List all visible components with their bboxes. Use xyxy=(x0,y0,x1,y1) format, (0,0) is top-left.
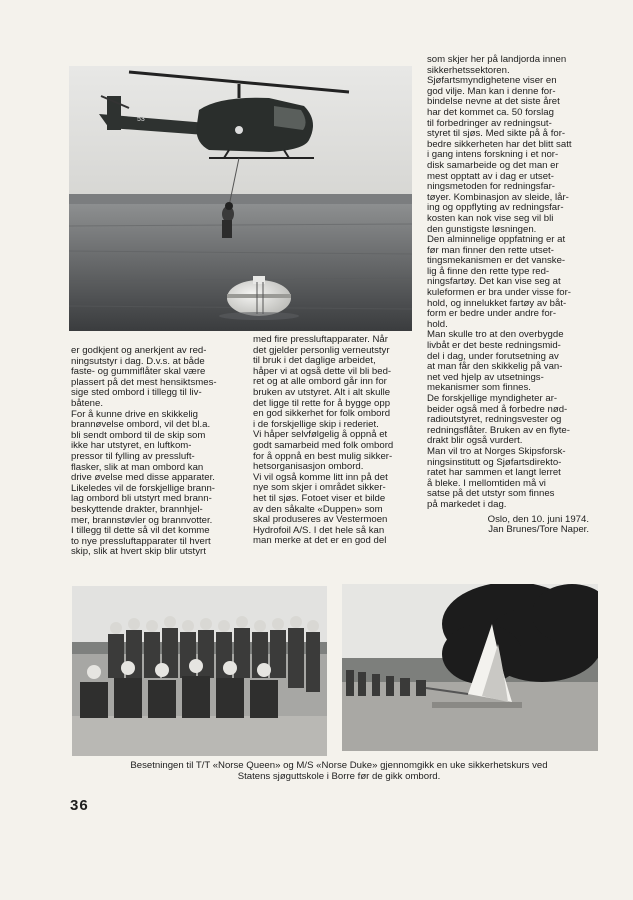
middle-column-line: av den såkalte «Duppen» som xyxy=(253,503,383,515)
right-column-line: bindelse nevne at det siste året xyxy=(427,96,560,108)
helicopter-rescue-image xyxy=(69,66,412,331)
right-column-line: før man finner den rette utset- xyxy=(427,244,554,256)
right-column-line: har det kommet ca. 50 forslag xyxy=(427,106,554,118)
left-column-line: skip, slik at hvert skip blir utstyrt xyxy=(71,546,206,558)
right-column-line: ningsinstitutt og Sjøfartsdirekto- xyxy=(427,456,562,468)
left-column-line: plassert på det mest hensiktsmes- xyxy=(71,376,217,388)
right-column-line: tingsmekanismen er det vanske- xyxy=(427,255,566,267)
right-column-line: beider også med å forbedre nød- xyxy=(427,403,568,415)
article-column-left xyxy=(71,346,244,558)
right-column-line: Man skulle tro at den overbygde xyxy=(427,329,564,341)
middle-column-line: bruken av utstyret. Alt i alt skulle xyxy=(253,386,391,398)
left-column-line: brannøvelse ombord, vil det bl.a. xyxy=(71,419,211,431)
right-column-line: redningsflåter. Bruken av en flyte- xyxy=(427,424,570,436)
right-column-line: kosten kan nok vise seg vil bli xyxy=(427,212,554,224)
right-column-line: til forbedringer av redningsut- xyxy=(427,117,552,129)
right-column-line: i gang intens forskning i et nor- xyxy=(427,149,559,161)
right-column-line: som skjer her på landjorda innen xyxy=(427,54,567,65)
right-column-line: at man får den skikkelig på van- xyxy=(427,361,563,373)
helicopter-rescue-photo xyxy=(69,66,412,331)
middle-column-line: Hydrofoil A/S. I det hele så kan xyxy=(253,524,385,536)
right-column-line: god vilje. Man kan i denne for- xyxy=(427,85,556,97)
left-column-line: flasker, slik at man ombord kan xyxy=(71,461,204,473)
right-column-line: radioutstyret, redningsvester og xyxy=(427,414,562,426)
right-column-line: kuleformen er bra under visse for- xyxy=(427,287,571,299)
right-column-line: ningsfartøy. Det kan vise seg at xyxy=(427,276,561,288)
right-column-line: ningsmetoden for redningsfar- xyxy=(427,181,555,193)
middle-column-line: en god sikkerhet for folk ombord xyxy=(253,408,391,420)
left-column-line: For å kunne drive en skikkelig xyxy=(71,408,198,420)
middle-column-line: man merke at det er en god del xyxy=(253,535,387,547)
right-column-line: sikkerhetssektoren. xyxy=(427,64,510,76)
crew-group-image xyxy=(72,586,327,756)
signature-place-date: Oslo, den 10. juni 1974. xyxy=(487,513,589,525)
right-column-line: De forskjellige myndigheter ar- xyxy=(427,393,558,404)
right-column-line: å bleke. I mellomtiden må vi xyxy=(427,477,546,489)
left-column-line: drive øvelse med disse apparater. xyxy=(71,472,215,484)
right-column-line: tøyer. Kombinasjon av sleide, lår- xyxy=(427,191,569,203)
caption-line-2: Statens sjøguttskole i Borre før de gikk ombord. xyxy=(237,771,441,782)
fire-drill-image xyxy=(342,584,598,751)
right-column-line: Den alminnelige oppfatning er at xyxy=(427,234,566,246)
article-column-right xyxy=(427,55,603,536)
middle-column-line: het til sjøs. Fotoet viser et bilde xyxy=(253,492,386,504)
left-column-line: båtene. xyxy=(71,397,104,409)
right-column-line: mekanismer som finnes. xyxy=(427,382,531,394)
middle-column-line: med fire pressluftapparater. Når xyxy=(253,334,388,345)
right-column-line: mest opptatt av i dag er utset- xyxy=(427,170,554,182)
right-column-line: på markedet i dag. xyxy=(427,498,507,510)
left-column-line: I tillegg til dette så vil det komme xyxy=(71,525,210,537)
right-column-line: bedre sikkerheten har det blitt satt xyxy=(427,138,572,150)
middle-column-line: ret og at alle ombord går inn for xyxy=(253,376,387,388)
signature-names: Jan Brunes/Tore Naper. xyxy=(488,524,589,536)
middle-column-line: det ligge til rette for å bygge opp xyxy=(253,397,391,409)
crew-group-photo xyxy=(72,586,327,756)
middle-column-line: nye som skjer i området sikker- xyxy=(253,482,386,494)
left-column-line: er godkjent og anerkjent av red- xyxy=(71,345,207,356)
right-column-line: net ved hjelp av utsetnings- xyxy=(427,371,544,383)
left-column-line: beskyttende drakter, brannhjel- xyxy=(71,503,203,515)
right-column-line: ratet har sammen et langt lerret xyxy=(427,467,561,479)
right-column-line: Sjøfartsmyndighetene viser en xyxy=(427,75,557,87)
left-column-line: Likeledes vil de forskjellige brann- xyxy=(71,482,215,494)
middle-column-line: for å oppnå en best mulig sikker- xyxy=(253,450,393,462)
page-number: 36 xyxy=(70,797,89,814)
middle-column-line: det gjelder personlig verneutstyr xyxy=(253,344,390,356)
right-column-line: livbåt er det beste redningsmid- xyxy=(427,340,561,352)
middle-column-line: skal produseres av Vestermoen xyxy=(253,514,388,526)
photo-caption xyxy=(70,760,608,782)
left-column-line: lag ombord bli utstyrt med brann- xyxy=(71,493,212,505)
helicopter-code: 53 xyxy=(137,116,145,123)
right-column-line: hold, og innelukket fartøy av båt- xyxy=(427,297,567,309)
left-column-line: pressor til fylling av pressluft- xyxy=(71,450,195,462)
fire-drill-photo xyxy=(342,584,598,751)
left-column-line: to nye pressluftapparater til hvert xyxy=(71,535,211,547)
right-column-line: disk samarbeide og det man er xyxy=(427,159,559,171)
middle-column-line: Vi håper selvfølgelig å oppnå et xyxy=(253,429,388,441)
right-column-line: den gunstigste løsningen. xyxy=(427,223,537,235)
right-column-line: ing og oppflyting av redningsfar- xyxy=(427,202,564,214)
middle-column-line: håper vi at også dette vil bli bed- xyxy=(253,365,392,377)
middle-column-line: til bruk i det daglige arbeidet, xyxy=(253,355,376,367)
right-column-line: Man vil tro at Norges Skipsforsk- xyxy=(427,445,566,457)
article-column-middle xyxy=(253,335,419,547)
middle-column-line: Vi vil også komme litt inn på det xyxy=(253,471,388,483)
left-column-line: ikke har utstyret, en luftkom- xyxy=(71,440,192,452)
middle-column-line: i de forskjellige skip i rederiet. xyxy=(253,418,379,430)
middle-column-line: godt samarbeid med folk ombord xyxy=(253,439,394,451)
left-column-line: bli sendt ombord til de skip som xyxy=(71,429,206,441)
left-column-line: sige sted ombord i tillegg til liv- xyxy=(71,387,202,399)
right-column-line: del i dag, under forutsetning av xyxy=(427,350,559,362)
left-column-line: ningsutstyr i dag. D.v.s. at både xyxy=(71,355,205,367)
right-column-line: drakt blir også vurdert. xyxy=(427,435,523,447)
right-column-line: form er bedre under andre for- xyxy=(427,308,557,320)
right-column-line: lig å finne den rette type red- xyxy=(427,265,550,277)
right-column-line: hold. xyxy=(427,318,448,330)
right-column-line: satse på det utstyr som finnes xyxy=(427,488,555,500)
left-column-line: mer, brannstøvler og brannvotter. xyxy=(71,514,213,526)
caption-line-1: Besetningen til T/T «Norse Queen» og M/S «Norse Duke» gjennomgikk en uke sikkerhetskurs ved xyxy=(130,760,548,771)
middle-column-line: hetsorganisasjon ombord. xyxy=(253,461,364,473)
left-column-line: faste- og gummiflåter skal være xyxy=(71,366,206,378)
right-column-line: styret til sjøs. Med sikte på å for- xyxy=(427,128,566,140)
